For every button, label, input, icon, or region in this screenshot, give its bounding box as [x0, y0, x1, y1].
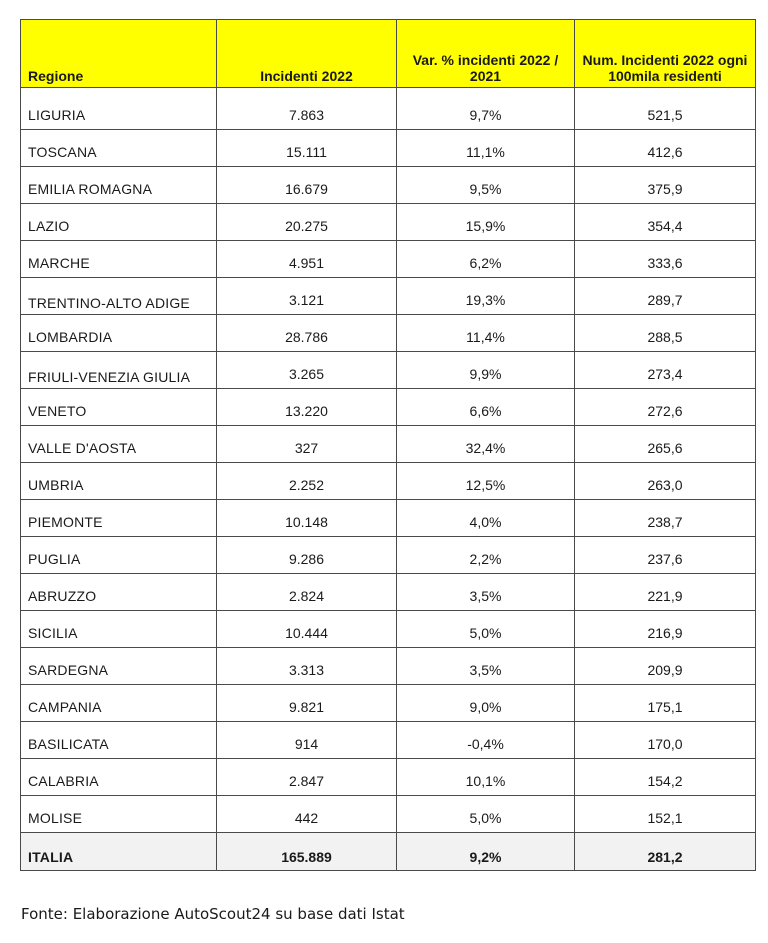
cell-region: BASILICATA — [21, 722, 217, 759]
cell-incidents: 9.286 — [217, 537, 397, 574]
cell-region: MARCHE — [21, 241, 217, 278]
cell-incidents: 442 — [217, 796, 397, 833]
cell-variation: 19,3% — [397, 278, 575, 315]
cell-incidents: 914 — [217, 722, 397, 759]
cell-variation: 15,9% — [397, 204, 575, 241]
cell-variation: 3,5% — [397, 574, 575, 611]
cell-per100k: 175,1 — [575, 685, 756, 722]
cell-per100k: 265,6 — [575, 426, 756, 463]
source-note: Fonte: Elaborazione AutoScout24 su base dati Istat — [21, 905, 405, 923]
cell-region: LAZIO — [21, 204, 217, 241]
table-row — [21, 278, 756, 315]
table-row — [21, 204, 756, 241]
cell-per100k: 288,5 — [575, 315, 756, 352]
table-row — [21, 574, 756, 611]
cell-region: VALLE D'AOSTA — [21, 426, 217, 463]
total-incidents: 165.889 — [217, 833, 397, 871]
cell-incidents: 3.313 — [217, 648, 397, 685]
cell-region: TRENTINO-ALTO ADIGE — [21, 278, 217, 315]
cell-region: MOLISE — [21, 796, 217, 833]
incidents-table — [20, 19, 756, 871]
cell-incidents: 20.275 — [217, 204, 397, 241]
cell-region: TOSCANA — [21, 130, 217, 167]
cell-per100k: 289,7 — [575, 278, 756, 315]
total-region: ITALIA — [21, 833, 217, 871]
cell-per100k: 375,9 — [575, 167, 756, 204]
cell-region: FRIULI-VENEZIA GIULIA — [21, 352, 217, 389]
total-row — [21, 833, 756, 871]
cell-incidents: 327 — [217, 426, 397, 463]
cell-per100k: 273,4 — [575, 352, 756, 389]
cell-region: UMBRIA — [21, 463, 217, 500]
table-row — [21, 389, 756, 426]
table-row — [21, 537, 756, 574]
cell-variation: 9,0% — [397, 685, 575, 722]
cell-region: SICILIA — [21, 611, 217, 648]
cell-variation: 11,4% — [397, 315, 575, 352]
header-per100k: Num. Incidenti 2022 ogni 100mila residenti — [575, 20, 756, 88]
cell-variation: 5,0% — [397, 611, 575, 648]
cell-variation: 6,6% — [397, 389, 575, 426]
table-row — [21, 796, 756, 833]
cell-incidents: 10.148 — [217, 500, 397, 537]
cell-region: SARDEGNA — [21, 648, 217, 685]
total-per100k: 281,2 — [575, 833, 756, 871]
cell-region: EMILIA ROMAGNA — [21, 167, 217, 204]
header-region: Regione — [21, 20, 217, 88]
table-row — [21, 500, 756, 537]
table-row — [21, 130, 756, 167]
table-row — [21, 88, 756, 130]
cell-incidents: 2.847 — [217, 759, 397, 796]
total-variation: 9,2% — [397, 833, 575, 871]
cell-region: CALABRIA — [21, 759, 217, 796]
cell-incidents: 10.444 — [217, 611, 397, 648]
cell-variation: 9,5% — [397, 167, 575, 204]
cell-incidents: 28.786 — [217, 315, 397, 352]
cell-per100k: 221,9 — [575, 574, 756, 611]
cell-region: VENETO — [21, 389, 217, 426]
table-row — [21, 426, 756, 463]
cell-per100k: 354,4 — [575, 204, 756, 241]
table-row — [21, 352, 756, 389]
cell-incidents: 7.863 — [217, 88, 397, 130]
cell-variation: 10,1% — [397, 759, 575, 796]
cell-region: PIEMONTE — [21, 500, 217, 537]
cell-per100k: 263,0 — [575, 463, 756, 500]
cell-variation: 9,9% — [397, 352, 575, 389]
cell-region: LOMBARDIA — [21, 315, 217, 352]
cell-per100k: 521,5 — [575, 88, 756, 130]
cell-variation: 9,7% — [397, 88, 575, 130]
table-row — [21, 315, 756, 352]
cell-per100k: 152,1 — [575, 796, 756, 833]
cell-variation: 2,2% — [397, 537, 575, 574]
table-header — [21, 20, 756, 88]
cell-variation: 5,0% — [397, 796, 575, 833]
cell-region: CAMPANIA — [21, 685, 217, 722]
cell-incidents: 16.679 — [217, 167, 397, 204]
cell-incidents: 2.252 — [217, 463, 397, 500]
cell-per100k: 209,9 — [575, 648, 756, 685]
table-row — [21, 759, 756, 796]
cell-incidents: 9.821 — [217, 685, 397, 722]
cell-incidents: 3.121 — [217, 278, 397, 315]
table-row — [21, 167, 756, 204]
cell-per100k: 154,2 — [575, 759, 756, 796]
cell-variation: 11,1% — [397, 130, 575, 167]
cell-per100k: 237,6 — [575, 537, 756, 574]
cell-per100k: 238,7 — [575, 500, 756, 537]
table-row — [21, 685, 756, 722]
cell-incidents: 4.951 — [217, 241, 397, 278]
table-row — [21, 241, 756, 278]
cell-region: ABRUZZO — [21, 574, 217, 611]
header-incidents: Incidenti 2022 — [217, 20, 397, 88]
cell-variation: 12,5% — [397, 463, 575, 500]
cell-incidents: 3.265 — [217, 352, 397, 389]
cell-incidents: 15.111 — [217, 130, 397, 167]
cell-variation: 4,0% — [397, 500, 575, 537]
table-row — [21, 463, 756, 500]
header-row — [21, 20, 756, 88]
table-row — [21, 722, 756, 759]
cell-per100k: 272,6 — [575, 389, 756, 426]
cell-incidents: 2.824 — [217, 574, 397, 611]
cell-variation: 32,4% — [397, 426, 575, 463]
cell-per100k: 216,9 — [575, 611, 756, 648]
cell-region: LIGURIA — [21, 88, 217, 130]
table-row — [21, 648, 756, 685]
header-variation: Var. % incidenti 2022 / 2021 — [397, 20, 575, 88]
cell-per100k: 333,6 — [575, 241, 756, 278]
cell-region: PUGLIA — [21, 537, 217, 574]
cell-variation: 3,5% — [397, 648, 575, 685]
cell-per100k: 412,6 — [575, 130, 756, 167]
data-table-container — [20, 19, 755, 871]
cell-incidents: 13.220 — [217, 389, 397, 426]
table-body — [21, 88, 756, 871]
cell-variation: 6,2% — [397, 241, 575, 278]
table-row — [21, 611, 756, 648]
cell-per100k: 170,0 — [575, 722, 756, 759]
cell-variation: -0,4% — [397, 722, 575, 759]
